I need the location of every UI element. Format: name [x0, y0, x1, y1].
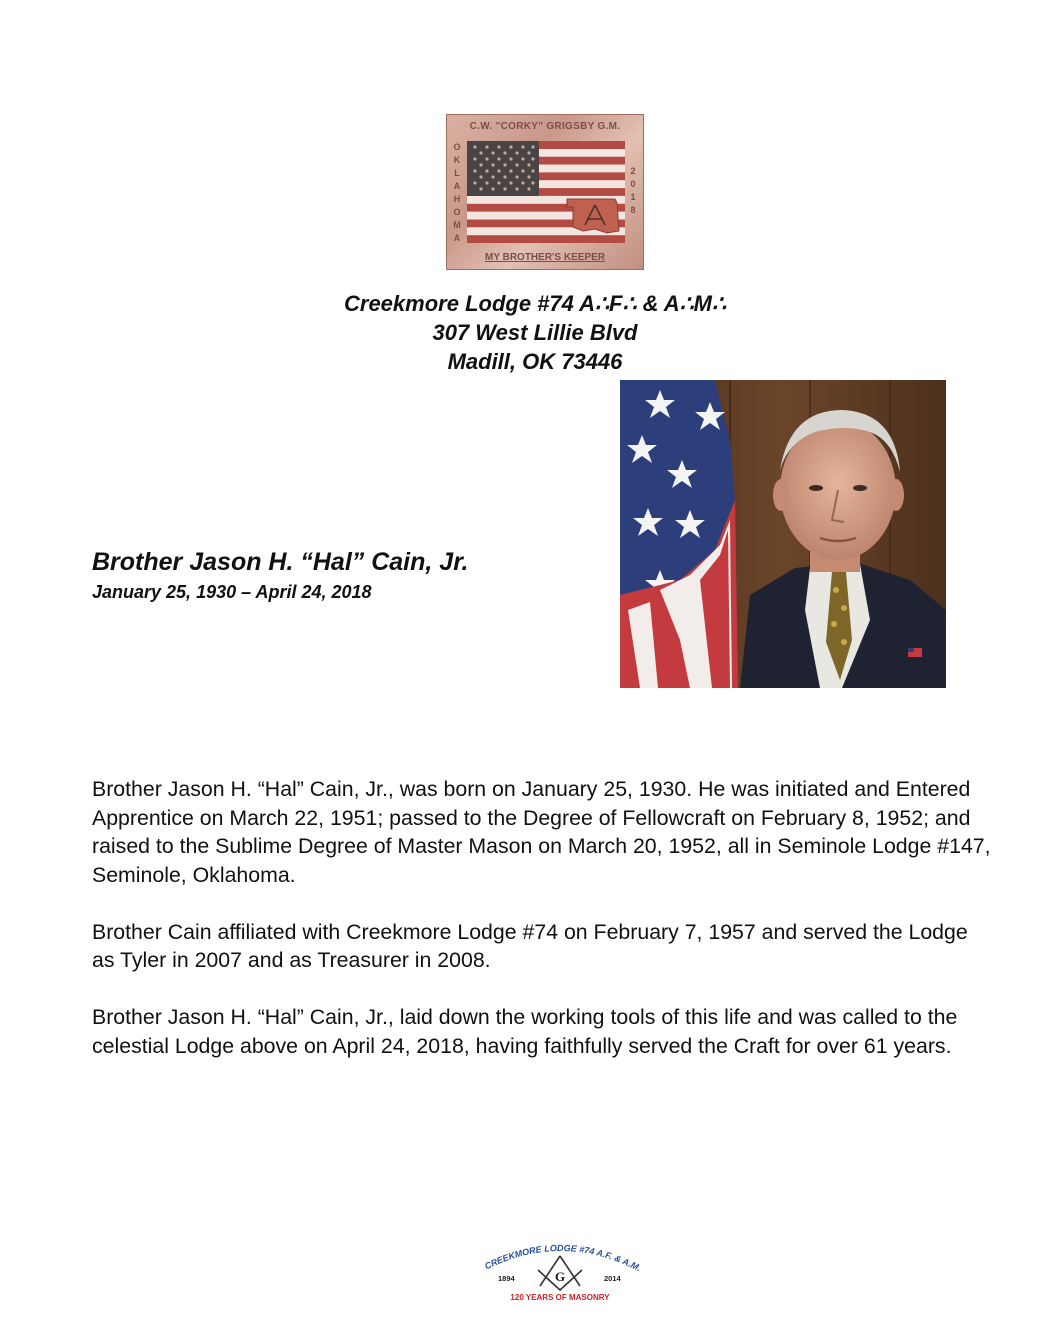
anniversary-emblem	[470, 1232, 650, 1304]
grand-master-pin-logo	[446, 114, 644, 270]
lodge-city-state-zip: Madill, OK 73446	[447, 349, 623, 374]
paragraph-passing: Brother Jason H. “Hal” Cain, Jr., laid down the working tools of this life and was called to the celestial Lodge above on April 24, 2018, having faithfully served the Craft for over 61 years.	[92, 1005, 958, 1058]
pin-left-text-value: OKLAHOMA	[453, 142, 461, 243]
portrait-illustration	[620, 380, 946, 688]
life-dates: January 25, 1930 – April 24, 2018	[92, 582, 372, 602]
pin-right-text-value: 2018	[630, 166, 636, 215]
logo-arc-text: CREEKMORE LODGE #74 A.F. & A.M.	[482, 1242, 643, 1274]
lodge-name: Creekmore Lodge #74 A∴F∴ & A∴M∴	[344, 291, 726, 316]
lodge-street-address: 307 West Lillie Blvd	[432, 320, 638, 345]
logo-tagline: 120 YEARS OF MASONRY	[510, 1293, 610, 1302]
paragraph-masonic-history: Brother Jason H. “Hal” Cain, Jr., was born on January 25, 1930. He was initiated and Entered Apprentice on March 22, 1951; passed to the Degree of Fellowcraft on February 8, 1952; and raised to the Sublime Degree of Master Mason on March 20, 1952, all in Seminole Lodge #147, Seminole, Oklahoma.	[92, 777, 991, 887]
pin-bottom-text: MY BROTHER'S KEEPER	[485, 252, 605, 263]
pin-top-text: C.W. "CORKY" GRIGSBY G.M.	[469, 121, 621, 132]
pin-left-text	[451, 141, 463, 245]
paragraph-lodge-service: Brother Cain affiliated with Creekmore Lodge #74 on February 7, 1957 and served the Lodge as Tyler in 2007 and as Treasurer in 2008.	[92, 919, 968, 972]
square-compass-icon	[538, 1256, 582, 1290]
lodge-anniversary-logo	[470, 1232, 650, 1304]
logo-emblem-letter: G	[555, 1269, 566, 1284]
flag-icon	[467, 141, 625, 243]
pin-right-text	[627, 165, 639, 217]
lodge-header	[0, 289, 1041, 376]
logo-year-founded: 1894	[498, 1274, 515, 1283]
portrait-photo	[620, 380, 946, 688]
logo-year-anniversary: 2014	[604, 1274, 621, 1283]
memorial-body	[92, 775, 992, 1089]
person-name: Brother Jason H. “Hal” Cain, Jr.	[92, 548, 469, 576]
